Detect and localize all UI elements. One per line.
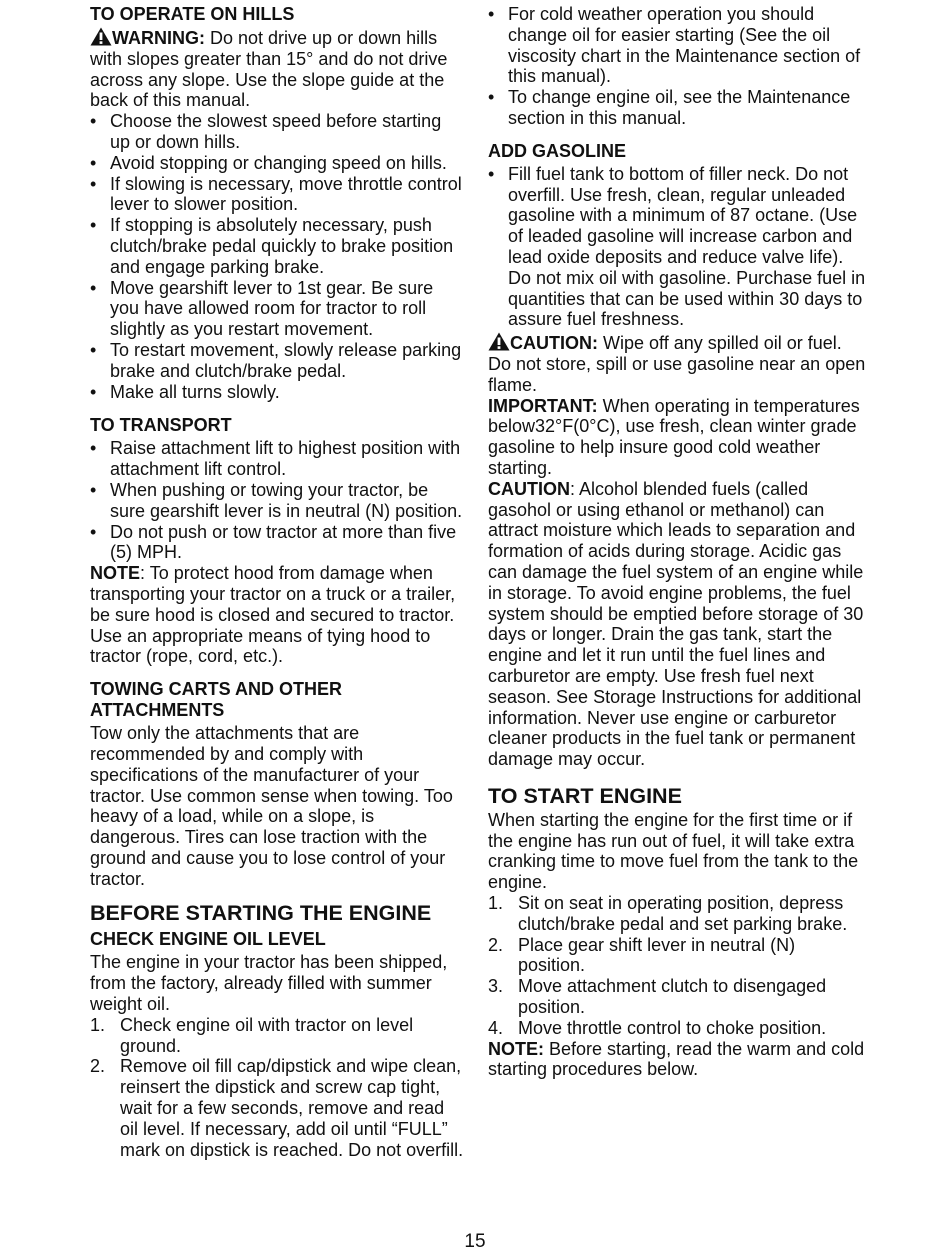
warning-text: Do not drive up or down hills with slopes greater than 15° and do not drive across any slope. Use the slope guide at the back of this manual. bbox=[90, 28, 448, 111]
start-engine-note: NOTE: Before starting, read the warm and cold starting procedures below. bbox=[488, 1038, 865, 1080]
transport-note: NOTE: To protect hood from damage when transporting your tractor on a truck or a trailer, be sure hood is closed and secured to tractor. Use an appropriate means of tying hood to tractor (rope, cord, etc.). bbox=[90, 563, 456, 667]
check-oil-heading: CHECK ENGINE OIL LEVEL bbox=[90, 929, 326, 950]
list-item: • Move gearshift lever to 1st gear. Be sure you have allowed room for tractor to roll slightly as you restart movement. bbox=[90, 277, 434, 340]
note-label: NOTE bbox=[90, 563, 141, 584]
warning-label: WARNING: bbox=[112, 28, 205, 48]
before-starting-heading: BEFORE STARTING THE ENGINE bbox=[90, 901, 432, 926]
left-column bbox=[90, 4, 465, 1160]
list-item: • To change engine oil, see the Maintenance section in this manual. bbox=[488, 87, 851, 128]
list-item: 1. Check engine oil with tractor on level ground. bbox=[90, 1014, 414, 1056]
caution-label: CAUTION bbox=[488, 478, 570, 499]
gasoline-heading: ADD GASOLINE bbox=[488, 140, 627, 161]
list-item: • Do not push or tow tractor at more than five (5) MPH. bbox=[90, 521, 457, 563]
list-item: • When pushing or towing your tractor, be sure gearshift lever is in neutral (N) position. bbox=[90, 479, 463, 521]
start-engine-steps bbox=[488, 893, 866, 1039]
gasoline-list bbox=[488, 164, 866, 330]
list-item: 4. Move throttle control to choke position. bbox=[488, 1017, 827, 1038]
oil-notes-list bbox=[488, 4, 866, 129]
towing-text: Tow only the attachments that are recommended by and comply with specifications of the manufacturer of your tractor. Use common sense when towing. Too heavy of a load, while on a slope, is dangerous. Tires can lose traction with the ground and cause you to lose control of your tractor. bbox=[90, 723, 453, 889]
important-note: IMPORTANT: When operating in temperatures below32°F(0°C), use fresh, clean winter grade gasoline to help insure good cold weather starting. bbox=[488, 395, 860, 478]
page-number: 15 bbox=[464, 1231, 486, 1252]
start-engine-heading: TO START ENGINE bbox=[488, 783, 682, 808]
check-oil-text: The engine in your tractor has been shipped, from the factory, already filled with summer weight oil. bbox=[90, 952, 448, 1015]
list-item: • If stopping is absolutely necessary, push clutch/brake pedal quickly to brake position and engage parking brake. bbox=[90, 215, 454, 277]
list-item: • Make all turns slowly. bbox=[90, 381, 280, 402]
warning-triangle-icon bbox=[90, 27, 112, 46]
list-item: • Choose the slowest speed before starting up or down hills. bbox=[90, 111, 442, 152]
caution-spill: CAUTION: Wipe off any spilled oil or fuel. Do not store, spill or use gasoline near an open flame. bbox=[488, 333, 866, 395]
list-item: • Avoid stopping or changing speed on hills. bbox=[90, 152, 447, 173]
important-label: IMPORTANT: bbox=[488, 395, 598, 416]
list-item: • To restart movement, slowly release parking brake and clutch/brake pedal. bbox=[90, 339, 462, 381]
right-column bbox=[488, 4, 866, 1080]
list-item: • Fill fuel tank to bottom of filler neck. Do not overfill. Use fresh, clean, regular unleaded gasoline with a minimum of 87 octane. (Use of leaded gasoline will increase carbon and lead oxide deposits and reduce valve life). Do not mix oil with gasoline. Purchase fuel in quantities that can be used within 30 days to assure fuel freshness. bbox=[488, 163, 866, 330]
transport-list bbox=[90, 438, 465, 563]
list-item: • Raise attachment lift to highest position with attachment lift control. bbox=[90, 438, 461, 480]
hills-list bbox=[90, 111, 465, 402]
check-oil-steps bbox=[90, 1015, 465, 1161]
start-engine-text: When starting the engine for the first time or if the engine has run out of fuel, it will take extra cranking time to move fuel from the tank to the engine. bbox=[488, 809, 859, 893]
hills-warning bbox=[90, 27, 465, 111]
hills-heading: TO OPERATE ON HILLS bbox=[90, 4, 295, 24]
warning-triangle-icon bbox=[488, 332, 510, 351]
transport-heading: TO TRANSPORT bbox=[90, 415, 232, 436]
list-item: 2. Place gear shift lever in neutral (N) position. bbox=[488, 934, 796, 976]
list-item: 1. Sit on seat in operating position, depress clutch/brake pedal and set parking brake. bbox=[488, 893, 848, 934]
list-item: • If slowing is necessary, move throttle control lever to slower position. bbox=[90, 173, 462, 215]
caution-alcohol: CAUTION: Alcohol blended fuels (called gasohol or using ethanol or methanol) can attract moisture which leads to separation and formation of acids during storage. Acidic gas can damage the fuel system of an engine while in storage. To avoid engine problems, the fuel system should be emptied before storage of 30 days or longer. Drain the gas tank, start the engine and let it run until the fuel lines and carburetor are empty. Use fresh fuel next season. See Storage Instructions for additional information. Never use engine or carburetor cleaner products in the fuel tank or permanent damage may occur. bbox=[488, 478, 864, 770]
list-item: • For cold weather operation you should change oil for easier starting (See the oil viscosity chart in the Maintenance section of this manual). bbox=[488, 4, 861, 87]
towing-heading: TOWING CARTS AND OTHER ATTACHMENTS bbox=[90, 679, 342, 721]
note-label: NOTE: bbox=[488, 1038, 544, 1059]
list-item: 2. Remove oil fill cap/dipstick and wipe clean, reinsert the dipstick and screw cap tight, wait for a few seconds, remove and read oil level. If necessary, add oil until “FULL” mark on dipstick is reached. Do not overfill. bbox=[90, 1056, 464, 1160]
list-item: 3. Move attachment clutch to disengaged position. bbox=[488, 976, 827, 1018]
caution-label: CAUTION: bbox=[510, 333, 598, 354]
